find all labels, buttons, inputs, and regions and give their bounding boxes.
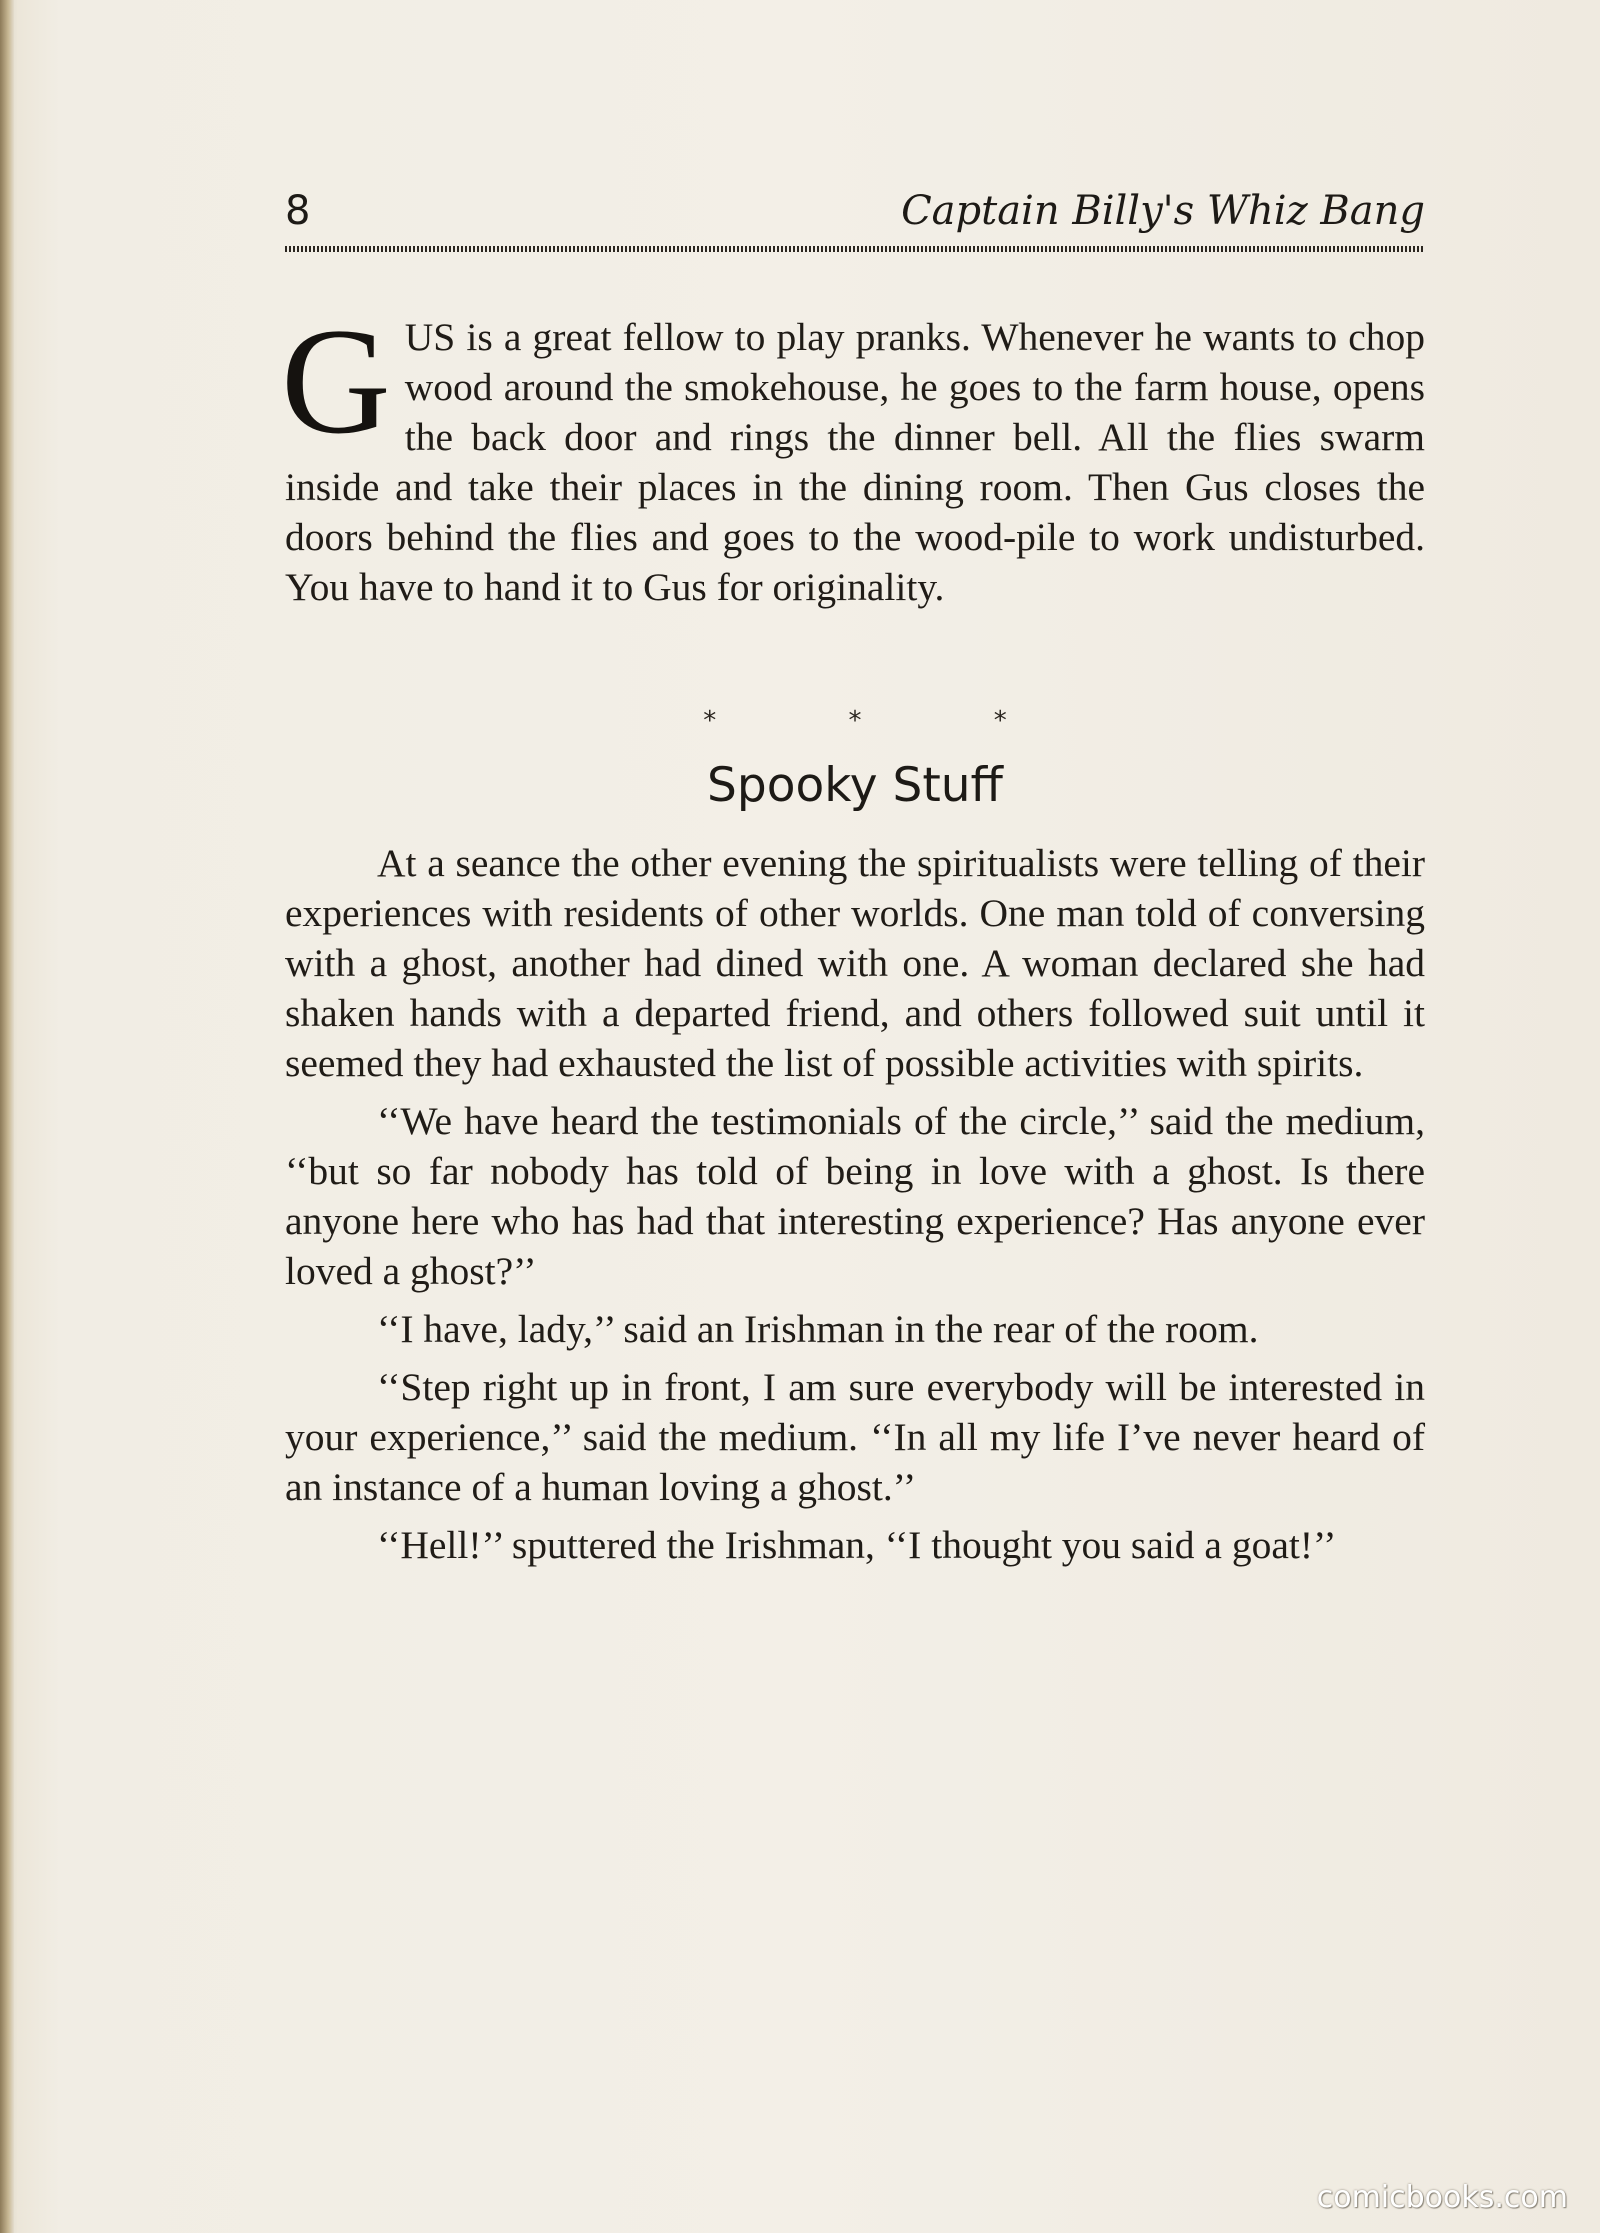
story-paragraph: ‘‘Step right up in front, I am sure everybody will be interested in your experience,’’ said the medium. ‘‘In all my life I’ve never heard of an instance of a human loving a ghost.’’ bbox=[285, 1365, 1425, 1509]
publication-title: Captain Billy's Whiz Bang bbox=[901, 188, 1425, 234]
story-paragraph: At a seance the other evening the spiritualists were telling of their experiences with residents of other worlds. One man told of conversing with a ghost, another had dined with one. A woman declared she had shaken hands with a departed friend, and others followed suit until it seemed they had exhausted the list of possible activities with spirits. bbox=[285, 841, 1425, 1085]
page-number: 8 bbox=[285, 188, 311, 234]
opening-joke bbox=[281, 297, 1425, 612]
header-rule bbox=[285, 246, 1425, 252]
section-separator: * * * bbox=[703, 706, 1069, 736]
story-paragraph: ‘‘Hell!’’ sputtered the Irishman, ‘‘I thought you said a goat!’’ bbox=[377, 1523, 1337, 1567]
story-paragraph: ‘‘We have heard the testimonials of the circle,’’ said the medium, ‘‘but so far nobody has told of being in love with a ghost. Is there anyone here who has had that interesting experience? Has anyone ever loved a ghost?’’ bbox=[285, 1099, 1425, 1293]
page-binding-edge bbox=[0, 0, 14, 2233]
story-title: Spooky Stuff bbox=[707, 758, 1003, 813]
story-paragraph: ‘‘I have, lady,’’ said an Irishman in the rear of the room. bbox=[377, 1307, 1259, 1351]
opening-joke-text: US is a great fellow to play pranks. Whenever he wants to chop wood around the smokehouse, he goes to the farm house, opens the back door and rings the dinner bell. All the flies swarm inside and take their places in the dining room. Then Gus closes the doors behind the flies and goes to the wood-pile to work undisturbed. You have to hand it to Gus for originality. bbox=[285, 315, 1425, 609]
drop-cap: G bbox=[281, 297, 391, 465]
running-head bbox=[285, 188, 1425, 248]
site-watermark: comicbooks.com bbox=[1316, 2180, 1568, 2215]
story-body bbox=[285, 838, 1425, 1578]
